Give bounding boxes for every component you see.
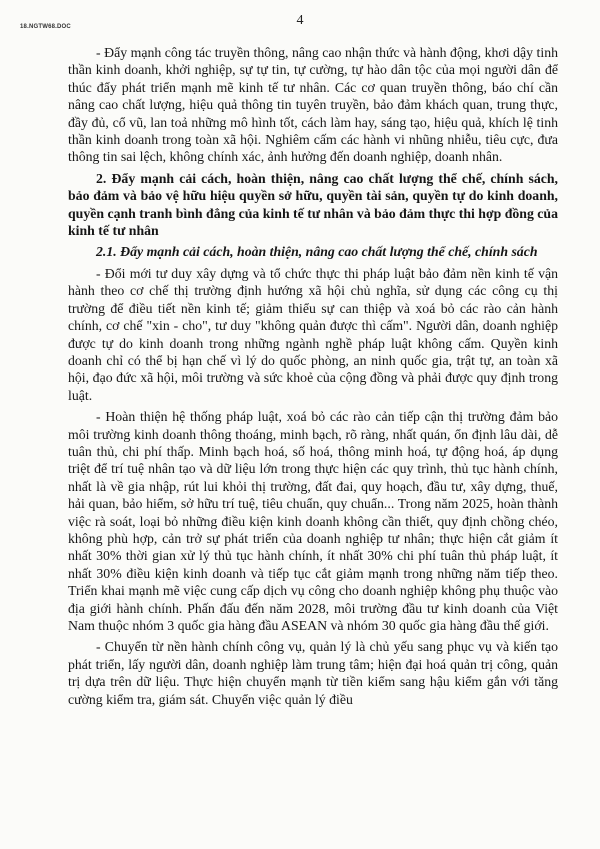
paragraph-legal-system: - Hoàn thiện hệ thống pháp luật, xoá bỏ các rào cản tiếp cận thị trường đảm bảo môi trường kinh doanh thông thoáng, minh bạch, rõ ràng, nhất quán, ổn định lâu dài, dễ tuân thủ, chi phí thấp. Minh bạch hoá, số hoá, thông minh hoá, tự động hoá, áp dụng triệt để trí tuệ nhân tạo và dữ liệu lớn trong thực hiện các quy trình, thủ tục hành chính, nhất là về gia nhập, rút lui khỏi thị trường, đất đai, quy hoạch, đầu tư, xây dựng, thuế, hải quan, bảo hiểm, sở hữu trí tuệ, tiêu chuẩn, quy chuẩn... Trong năm 2025, hoàn thành việc rà soát, loại bỏ những điều kiện kinh doanh không cần thiết, quy định chồng chéo, không phù hợp, cản trở sự phát triển của doanh nghiệp tư nhân; thực hiện cắt giảm ít nhất 30% thời gian xử lý thủ tục hành chính, ít nhất 30% chi phí tuân thủ pháp luật, ít nhất 30% điều kiện kinh doanh và tiếp tục cắt giảm mạnh trong những năm tiếp theo. Triển khai mạnh mẽ việc cung cấp dịch vụ công cho doanh nghiệp không phụ thuộc vào địa giới hành chính. Phấn đấu đến năm 2028, môi trường đầu tư kinh doanh của Việt Nam thuộc nhóm 3 quốc gia hàng đầu ASEAN và nhóm 30 quốc gia hàng đầu thế giới.	[68, 409, 558, 633]
page-number: 4	[296, 13, 304, 28]
paragraph-legal-thinking: - Đổi mới tư duy xây dựng và tổ chức thực thi pháp luật bảo đảm nền kinh tế vận hành theo cơ chế thị trường định hướng xã hội chủ nghĩa, sử dụng các công cụ thị trường để điều tiết nền kinh tế; giảm thiểu sự can thiệp và xoá bỏ các rào cản hành chính, cơ chế "xin - cho", tư duy "không quản được thì cấm". Người dân, doanh nghiệp được tự do kinh doanh trong những ngành nghề pháp luật không cấm. Quyền kinh doanh chỉ có thể bị hạn chế vì lý do quốc phòng, an ninh quốc gia, trật tự, an toàn xã hội, đạo đức xã hội, môi trường và sức khoẻ của cộng đồng và phải được quy định trong luật.	[68, 265, 558, 403]
document-code: 18.NGTW68.DOC	[20, 24, 71, 30]
subsection-heading-2-1: 2.1. Đẩy mạnh cải cách, hoàn thiện, nâng cao chất lượng thể chế, chính sách	[96, 244, 538, 260]
paragraph-public-administration: - Chuyển từ nền hành chính công vụ, quản lý là chủ yếu sang phục vụ và kiến tạo phát triển, lấy người dân, doanh nghiệp làm trung tâm; hiện đại hoá quản trị công, quản trị dựa trên dữ liệu. Thực hiện chuyển mạnh từ tiền kiểm sang hậu kiểm gắn với tăng cường kiểm tra, giám sát. Chuyển việc quản lý điều	[68, 639, 558, 707]
document-body	[68, 44, 558, 712]
section-heading-2: 2. Đẩy mạnh cải cách, hoàn thiện, nâng cao chất lượng thể chế, chính sách, bảo đảm và bảo vệ hữu hiệu quyền sở hữu, quyền tài sản, quyền tự do kinh doanh, quyền cạnh tranh bình đẳng của kinh tế tư nhân và bảo đảm thực thi hợp đồng của kinh tế tư nhân	[68, 170, 558, 239]
paragraph-communication: - Đẩy mạnh công tác truyền thông, nâng cao nhận thức và hành động, khơi dậy tinh thần kinh doanh, khởi nghiệp, sự tự tin, tự cường, tự hào dân tộc của mọi người dân để thúc đẩy phát triển mạnh mẽ kinh tế tư nhân. Các cơ quan truyền thông, báo chí cần nâng cao chất lượng, hiệu quả thông tin tuyên truyền, bảo đảm khách quan, trung thực, đầy đủ, cổ vũ, lan toả những mô hình tốt, cách làm hay, sáng tạo, hiệu quả, khích lệ tinh thần kinh doanh trong toàn xã hội. Nghiêm cấm các hành vi nhũng nhiễu, tiêu cực, đưa thông tin sai lệch, không chính xác, ảnh hưởng đến doanh nghiệp, doanh nhân.	[68, 45, 558, 165]
